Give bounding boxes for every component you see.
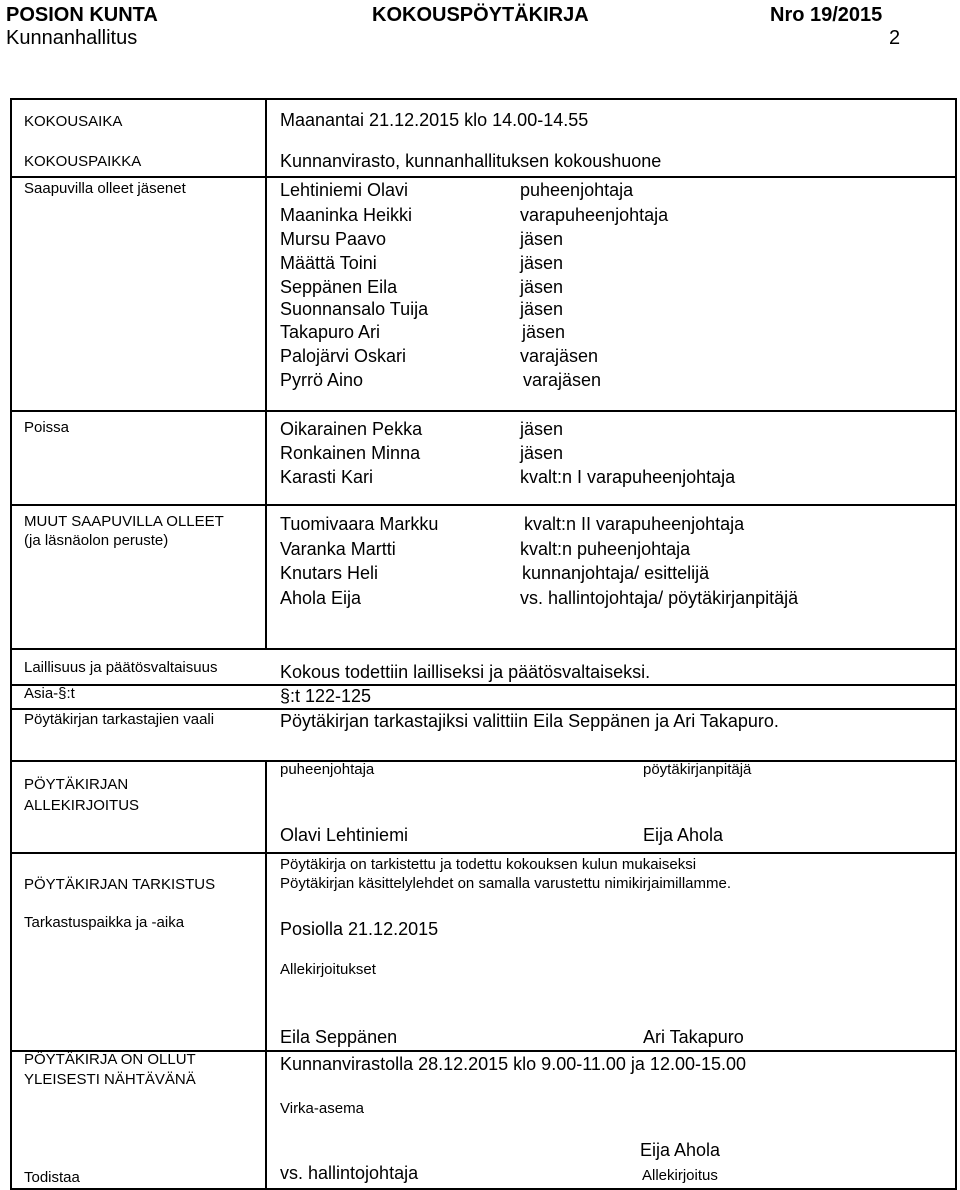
secretary-name: Eija Ahola bbox=[643, 825, 724, 845]
present-role: puheenjohtaja bbox=[520, 180, 634, 200]
attest-label: Todistaa bbox=[24, 1169, 80, 1186]
document-number: Nro 19/2015 bbox=[770, 4, 883, 26]
chair-name: Olavi Lehtiniemi bbox=[280, 825, 409, 845]
present-role: jäsen bbox=[520, 253, 564, 273]
present-name: Maaninka Heikki bbox=[280, 205, 413, 225]
sections-label: Asia-§:t bbox=[24, 685, 75, 702]
table-separator-1 bbox=[10, 648, 957, 650]
absent-label: Poissa bbox=[24, 419, 70, 436]
legality-label: Laillisuus ja päätösvaltaisuus bbox=[24, 659, 218, 676]
present-name: Määttä Toini bbox=[280, 253, 377, 273]
present-name: Palojärvi Oskari bbox=[280, 346, 407, 366]
check-line-2: Pöytäkirjan käsittelylehdet on samalla varustettu nimikirjaimillamme. bbox=[280, 875, 732, 892]
check-place-label: Tarkastuspaikka ja -aika bbox=[24, 914, 185, 931]
legality-value: Kokous todettiin lailliseksi ja päätösvaltaiseksi. bbox=[280, 662, 651, 682]
absent-role: jäsen bbox=[520, 443, 564, 463]
row-divider bbox=[10, 176, 957, 178]
others-name: Tuomivaara Markku bbox=[280, 514, 439, 534]
others-role: kunnanjohtaja/ esittelijä bbox=[522, 563, 710, 583]
others-label: MUUT SAAPUVILLA OLLEET bbox=[24, 513, 224, 530]
others-role: kvalt:n II varapuheenjohtaja bbox=[524, 514, 745, 534]
document-type: KOKOUSPÖYTÄKIRJA bbox=[372, 4, 589, 26]
page-number: 2 bbox=[889, 27, 901, 49]
reviewers-value: Pöytäkirjan tarkastajiksi valittiin Eila Seppänen ja Ari Takapuro. bbox=[280, 711, 779, 731]
table-top-border bbox=[10, 98, 957, 100]
body-name: Kunnanhallitus bbox=[6, 27, 138, 49]
others-role: vs. hallintojohtaja/ pöytäkirjanpitäjä bbox=[520, 588, 799, 608]
present-name: Mursu Paavo bbox=[280, 229, 387, 249]
present-role: jäsen bbox=[520, 277, 564, 297]
table-mid-divider-2 bbox=[265, 760, 267, 1190]
absent-role: kvalt:n I varapuheenjohtaja bbox=[520, 467, 736, 487]
row-divider bbox=[10, 708, 957, 710]
row-divider bbox=[10, 504, 957, 506]
present-name: Seppänen Eila bbox=[280, 277, 398, 297]
row-divider bbox=[10, 760, 957, 762]
attest-title: vs. hallintojohtaja bbox=[280, 1163, 419, 1183]
row-divider bbox=[10, 852, 957, 854]
municipality-name: POSION KUNTA bbox=[6, 4, 158, 26]
signatures-label: Allekirjoitukset bbox=[280, 961, 376, 978]
others-sublabel: (ja läsnäolon peruste) bbox=[24, 532, 169, 549]
absent-role: jäsen bbox=[520, 419, 564, 439]
signing-sublabel: ALLEKIRJOITUS bbox=[24, 797, 140, 814]
public-label: PÖYTÄKIRJA ON OLLUT bbox=[24, 1051, 196, 1068]
reviewers-label: Pöytäkirjan tarkastajien vaali bbox=[24, 711, 215, 728]
public-value: Kunnanvirastolla 28.12.2015 klo 9.00-11.00 ja 12.00-15.00 bbox=[280, 1054, 747, 1074]
meeting-time-value: Maanantai 21.12.2015 klo 14.00-14.55 bbox=[280, 110, 589, 130]
meeting-place-value: Kunnanvirasto, kunnanhallituksen kokoushuone bbox=[280, 151, 662, 171]
others-name: Ahola Eija bbox=[280, 588, 362, 608]
chair-role: puheenjohtaja bbox=[280, 761, 375, 778]
others-name: Varanka Martti bbox=[280, 539, 396, 559]
present-role: jäsen bbox=[522, 322, 566, 342]
meeting-place-label: KOKOUSPAIKKA bbox=[24, 153, 142, 170]
attest-name: Eija Ahola bbox=[640, 1140, 721, 1160]
table-left-border bbox=[10, 98, 12, 1189]
present-name: Takapuro Ari bbox=[280, 322, 381, 342]
check-place-value: Posiolla 21.12.2015 bbox=[280, 919, 439, 939]
row-divider bbox=[10, 410, 957, 412]
present-role: jäsen bbox=[520, 299, 564, 319]
reviewer-left-name: Eila Seppänen bbox=[280, 1027, 398, 1047]
public-sublabel: YLEISESTI NÄHTÄVÄNÄ bbox=[24, 1071, 196, 1088]
attest-signature-label: Allekirjoitus bbox=[642, 1167, 718, 1184]
present-role: varajäsen bbox=[520, 346, 599, 366]
absent-name: Karasti Kari bbox=[280, 467, 374, 487]
others-role: kvalt:n puheenjohtaja bbox=[520, 539, 691, 559]
check-line-1: Pöytäkirja on tarkistettu ja todettu kokouksen kulun mukaiseksi bbox=[280, 856, 697, 873]
table-mid-divider bbox=[265, 98, 267, 649]
present-name: Lehtiniemi Olavi bbox=[280, 180, 409, 200]
present-role: varajäsen bbox=[523, 370, 602, 390]
present-role: jäsen bbox=[520, 229, 564, 249]
present-name: Pyrrö Aino bbox=[280, 370, 364, 390]
absent-name: Ronkainen Minna bbox=[280, 443, 421, 463]
sections-value: §:t 122-125 bbox=[280, 686, 372, 706]
office-label: Virka-asema bbox=[280, 1100, 364, 1117]
row-divider bbox=[10, 684, 957, 686]
check-label: PÖYTÄKIRJAN TARKISTUS bbox=[24, 876, 216, 893]
present-name: Suonnansalo Tuija bbox=[280, 299, 429, 319]
reviewer-right-name: Ari Takapuro bbox=[643, 1027, 744, 1047]
absent-name: Oikarainen Pekka bbox=[280, 419, 423, 439]
present-role: varapuheenjohtaja bbox=[520, 205, 669, 225]
signing-label: PÖYTÄKIRJAN bbox=[24, 776, 129, 793]
meeting-time-label: KOKOUSAIKA bbox=[24, 113, 123, 130]
present-label: Saapuvilla olleet jäsenet bbox=[24, 180, 186, 197]
secretary-role: pöytäkirjanpitäjä bbox=[643, 761, 752, 778]
table-right-border bbox=[955, 98, 957, 1189]
others-name: Knutars Heli bbox=[280, 563, 379, 583]
